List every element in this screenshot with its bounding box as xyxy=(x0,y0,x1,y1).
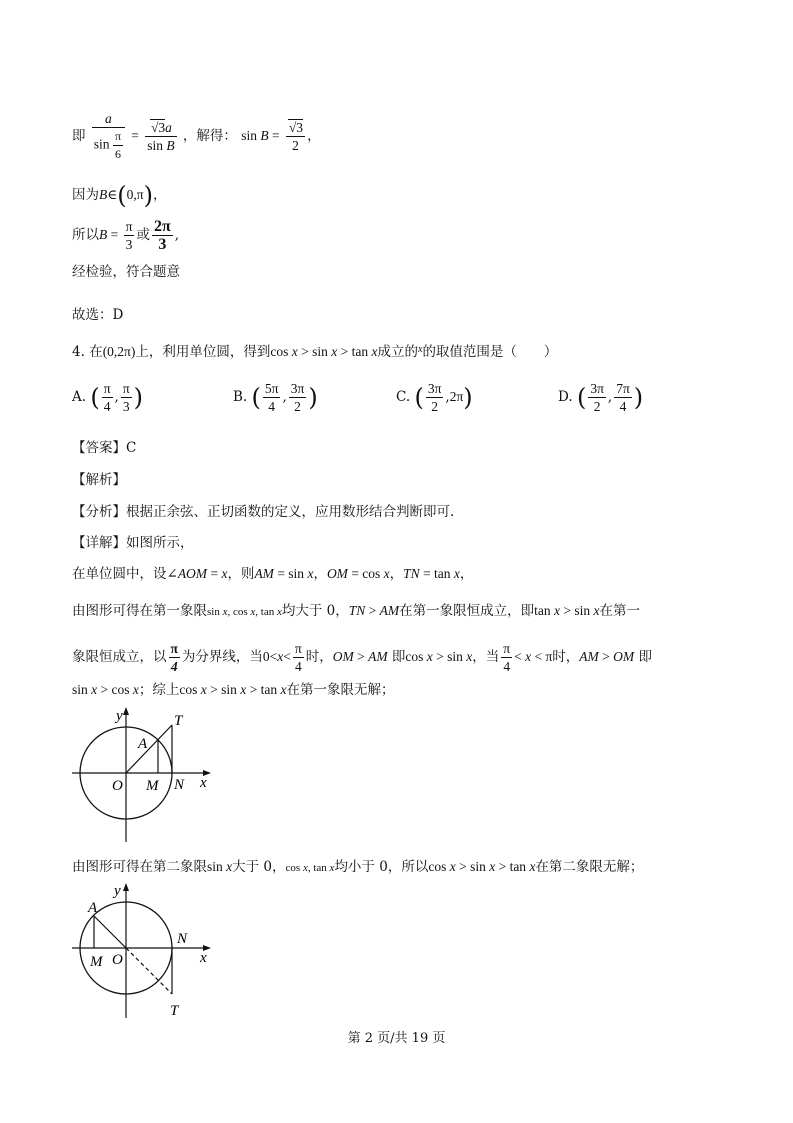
line-check: 经检验，符合题意 xyxy=(72,264,180,280)
analysis-line-5: 由图形可得在第二象限sin x大于 0，cos x, tan x均小于 0，所以cos x > sin x > tan x在第二象限无解； xyxy=(72,859,644,875)
option-d-label: D. xyxy=(558,389,573,405)
l3g: 即 xyxy=(638,649,652,665)
fraction-sqrt3a-over-sinb: $\frac{√3a}{\text{sin B}}$ xyxy=(147,120,175,153)
label-a: A xyxy=(138,736,148,752)
text-because: 因为 xyxy=(72,187,99,203)
l3e: ，当 xyxy=(472,649,500,665)
analysis-line-1: 在单位圆中，设∠AOM = x，则AM = sin x，OM = cos x，TN = tan x， xyxy=(72,566,474,582)
analysis-line-3: 象限恒成立，以 $\frac{\pi}{4}$ 为分界线，当0<x< $\frac{\pi}{4}$ 时，OM > AM 即cos x > sin x，当 $\frac{\pi}{4}$ < x < π时，AM > OM 即 xyxy=(72,641,652,674)
label-y: y xyxy=(116,708,123,724)
option-b-label: B. xyxy=(233,389,248,405)
l3b: 为分界线，当 xyxy=(181,649,263,665)
label-m: M xyxy=(90,954,103,970)
option-c[interactable]: C. ( $\frac{3\pi}{2}$ ,2π) xyxy=(396,381,473,414)
y-axis-arrow xyxy=(123,707,129,715)
l3c: 时， xyxy=(305,649,333,665)
text-q-mid2: 成立的 xyxy=(377,344,418,360)
y-axis-arrow xyxy=(123,883,129,891)
label-m: M xyxy=(146,778,159,794)
l3f: 时， xyxy=(552,649,580,665)
figure-unit-circle-q2 xyxy=(70,880,220,1020)
l1a: 在单位圆中，设 xyxy=(72,566,167,582)
option-b[interactable]: B. ( $\frac{5\pi}{4}$ , $\frac{3\pi}{2}$ ) xyxy=(233,381,318,414)
text-q-post: 的取值范围是（ ） xyxy=(422,344,558,360)
question-4-stem: 4. 在(0,2π)上，利用单位圆，得到cos x > sin x > tan x成立的$^x$的取值范围是（ ） xyxy=(72,344,558,360)
terminal-line xyxy=(94,916,126,948)
page-footer: 第 2 页/共 19 页 xyxy=(347,1031,446,1046)
label-o: O xyxy=(112,778,123,794)
fraction-sqrt3-over-2: $\frac{√3}{2}$ xyxy=(286,119,305,154)
line-because: 因为B∈(0,π)， xyxy=(72,181,167,210)
l5d: 在第二象限无解； xyxy=(535,859,644,875)
label-y: y xyxy=(114,883,121,899)
text-suoyi: 所以 xyxy=(72,227,99,243)
l5a: 由图形可得在第二象限 xyxy=(72,859,207,875)
l2c: 在第一象限恒成立，即 xyxy=(399,603,535,619)
answer-tag: 【答案】 xyxy=(72,440,126,456)
label-n: N xyxy=(177,931,188,947)
l5b: 大于 0， xyxy=(232,859,286,875)
l3a: 象限恒成立，以 xyxy=(72,649,167,665)
label-n: N xyxy=(174,777,185,793)
l2b: 均大于 0， xyxy=(281,603,349,619)
question-number: 4. xyxy=(72,344,85,360)
label-x: x xyxy=(200,775,207,791)
label-x: x xyxy=(200,950,207,966)
l1b: ，则 xyxy=(227,566,255,582)
analysis-fenxi xyxy=(72,502,454,522)
fenxi-tag: 【分析】 xyxy=(72,504,126,520)
l3d: 即 xyxy=(391,649,406,665)
figure-unit-circle-q1 xyxy=(70,705,220,845)
option-d[interactable]: D. ( $\frac{3\pi}{2}$ , $\frac{7\pi}{4}$ ) xyxy=(558,381,644,414)
answer-value: C xyxy=(126,440,137,456)
option-c-label: C. xyxy=(396,389,411,405)
line-answer-prev: 故选：D xyxy=(72,307,124,323)
text-q-pre: 在 xyxy=(89,344,103,360)
equation-line-sine-rule: 即 a sin $\frac{\pi}{6}$ = $\frac{√3a}{\text{sin B}}$ ，解得： sin B = $\frac{√3}{2}$ ， xyxy=(72,111,321,161)
text-huo: 或 xyxy=(136,227,150,243)
l4a: ；综上 xyxy=(138,682,180,698)
fraction-a-over-sin: a sin $\frac{\pi}{6}$ xyxy=(92,110,125,163)
l2a: 由图形可得在第一象限 xyxy=(72,603,207,619)
text-ji: 即 xyxy=(72,128,86,144)
label-t: T xyxy=(170,1003,179,1019)
option-a-label: A. xyxy=(72,389,87,405)
text-jiede: ，解得： xyxy=(182,128,237,144)
analysis-line-4: sin x > cos x；综上cos x > sin x > tan x在第一象限无解； xyxy=(72,682,395,698)
l5c: 均小于 0，所以 xyxy=(334,859,429,875)
line-so-b: 所以B = $\frac{\pi}{3}$ 或 $\frac{2\pi}{3}$ , xyxy=(72,218,180,253)
analysis-xiangjie xyxy=(72,533,194,553)
xiangjie-text: 如图所示， xyxy=(126,535,194,551)
label-o: O xyxy=(112,952,123,968)
analysis-tag: 【解析】 xyxy=(72,472,126,488)
answer-line xyxy=(72,438,136,458)
l4b: 在第一象限无解； xyxy=(286,682,395,698)
label-a: A xyxy=(88,900,98,916)
option-a[interactable]: A. ( $\frac{\pi}{4}$ , $\frac{\pi}{3}$ ) xyxy=(72,381,144,414)
xiangjie-tag: 【详解】 xyxy=(72,535,126,551)
fenxi-text: 根据正余弦、正切函数的定义，应用数形结合判断即可. xyxy=(126,504,455,520)
text-q-mid1: 上，利用单位圆，得到 xyxy=(135,344,271,360)
analysis-line-2: 由图形可得在第一象限sin x, cos x, tan x均大于 0，TN > AM在第一象限恒成立，即tan x > sin x在第一 xyxy=(72,603,641,619)
l2d: 在第一 xyxy=(599,603,641,619)
label-t: T xyxy=(174,713,183,729)
